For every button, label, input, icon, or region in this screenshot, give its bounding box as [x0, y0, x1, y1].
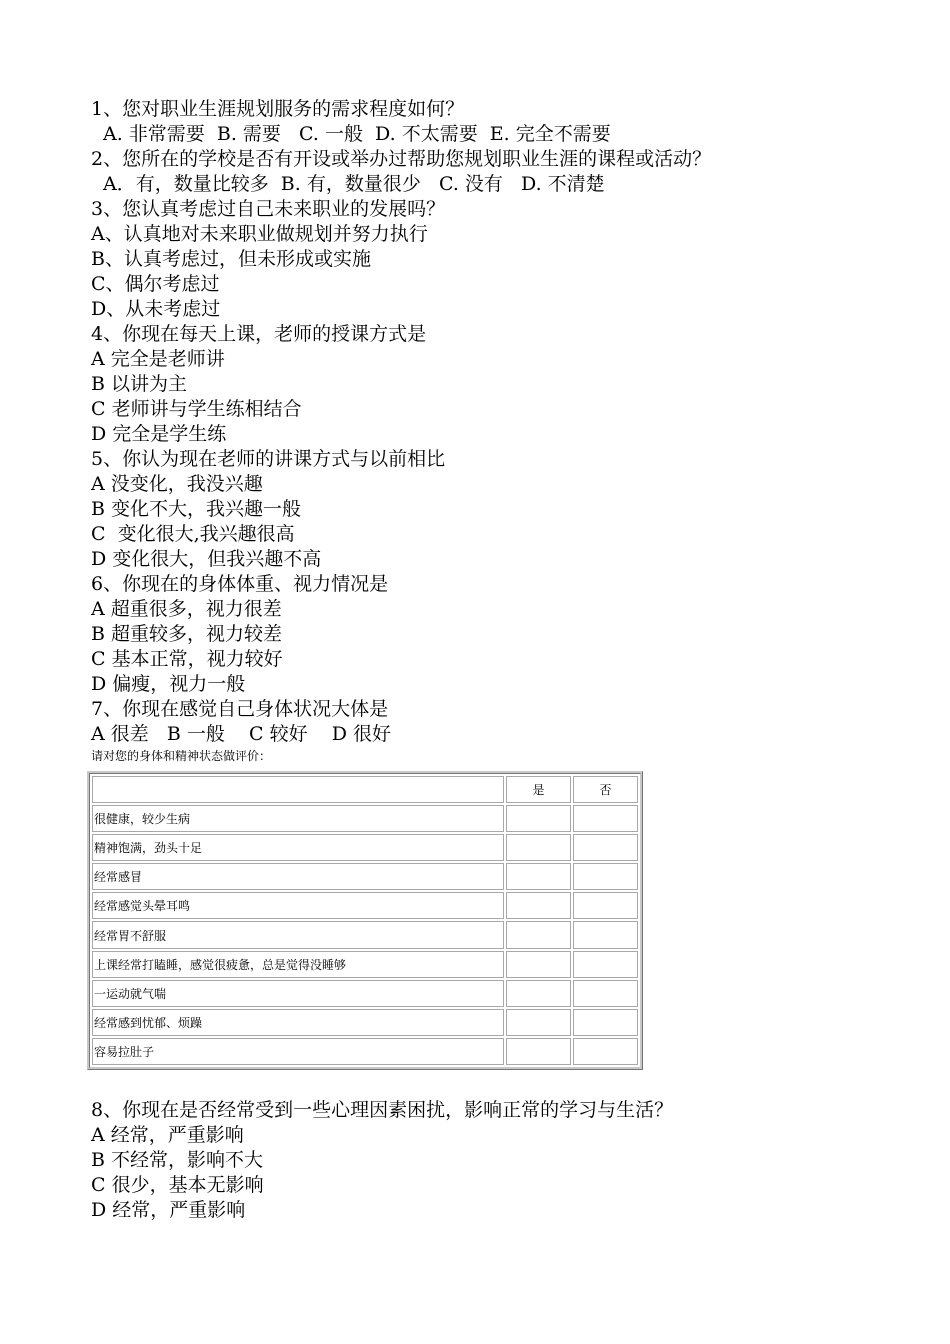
- q8-option-a: A 经常，严重影响: [91, 1124, 244, 1146]
- yes-cell[interactable]: [506, 921, 571, 948]
- q2-options: A．有，数量比较多 B. 有，数量很少 C. 没有 D. 不清楚: [103, 173, 605, 195]
- header-item-cell: [92, 776, 504, 803]
- yes-cell[interactable]: [506, 980, 571, 1007]
- no-cell[interactable]: [573, 834, 638, 861]
- no-cell[interactable]: [573, 921, 638, 948]
- row-label: 很健康，较少生病: [92, 805, 504, 832]
- table-header-row: [92, 776, 638, 803]
- row-label: 精神饱满，劲头十足: [92, 834, 504, 861]
- yes-cell[interactable]: [506, 892, 571, 919]
- q6-option-c: C 基本正常，视力较好: [91, 648, 283, 670]
- q3-option-d: D、从未考虑过: [91, 298, 221, 320]
- q6-question: 6、你现在的身体体重、视力情况是: [91, 573, 389, 595]
- q6-option-a: A 超重很多，视力很差: [91, 598, 282, 620]
- q7-question: 7、你现在感觉自己身体状况大体是: [91, 698, 389, 720]
- no-cell[interactable]: [573, 980, 638, 1007]
- table-row: [92, 1009, 638, 1036]
- table-row: [92, 1038, 638, 1065]
- row-label: 经常胃不舒服: [92, 921, 504, 948]
- table-caption: 请对您的身体和精神状态做评价：: [91, 749, 272, 763]
- no-cell[interactable]: [573, 1038, 638, 1065]
- yes-cell[interactable]: [506, 805, 571, 832]
- header-no: 否: [573, 776, 638, 803]
- table-row: [92, 951, 638, 978]
- no-cell[interactable]: [573, 892, 638, 919]
- q4-option-a: A 完全是老师讲: [91, 348, 225, 370]
- q1-options: A. 非常需要 B. 需要 C. 一般 D. 不太需要 E. 完全不需要: [103, 123, 611, 145]
- yes-cell[interactable]: [506, 951, 571, 978]
- yes-cell[interactable]: [506, 834, 571, 861]
- table-row: [92, 834, 638, 861]
- yes-cell[interactable]: [506, 1009, 571, 1036]
- q5-option-c: C 变化很大,我兴趣很高: [91, 523, 295, 545]
- row-label: 一运动就气喘: [92, 980, 504, 1007]
- yes-cell[interactable]: [506, 1038, 571, 1065]
- q3-question: 3、您认真考虑过自己未来职业的发展吗？: [91, 198, 446, 220]
- q7-options: A 很差 B 一般 C 较好 D 很好: [91, 723, 392, 745]
- q8-option-d: D 经常，严重影响: [91, 1199, 246, 1221]
- q4-option-c: C 老师讲与学生练相结合: [91, 398, 302, 420]
- q5-option-b: B 变化不大，我兴趣一般: [91, 498, 302, 520]
- table-row: [92, 921, 638, 948]
- yes-cell[interactable]: [506, 863, 571, 890]
- questionnaire: [91, 97, 931, 764]
- q3-option-a: A、认真地对未来职业做规划并努力执行: [91, 223, 428, 245]
- q3-option-c: C、偶尔考虑过: [91, 273, 220, 295]
- table-row: [92, 863, 638, 890]
- q8-option-c: C 很少，基本无影响: [91, 1174, 264, 1196]
- q5-question: 5、你认为现在老师的讲课方式与以前相比: [91, 448, 446, 470]
- q6-option-b: B 超重较多，视力较差: [91, 623, 283, 645]
- table-row: [92, 805, 638, 832]
- q8-question: 8、你现在是否经常受到一些心理因素困扰，影响正常的学习与生活？: [91, 1099, 674, 1121]
- q3-option-b: B、认真考虑过，但未形成或实施: [91, 248, 371, 270]
- q8-option-b: B 不经常，影响不大: [91, 1149, 264, 1171]
- row-label: 经常感觉头晕耳鸣: [92, 892, 504, 919]
- table-row: [92, 980, 638, 1007]
- row-label: 经常感冒: [92, 863, 504, 890]
- health-evaluation-table: [87, 771, 643, 1070]
- q6-option-d: D 偏瘦，视力一般: [91, 673, 246, 695]
- q5-option-a: A 没变化，我没兴趣: [91, 473, 263, 495]
- q4-option-b: B 以讲为主: [91, 373, 188, 395]
- no-cell[interactable]: [573, 805, 638, 832]
- questionnaire-continued: [91, 1098, 931, 1223]
- no-cell[interactable]: [573, 863, 638, 890]
- row-label: 容易拉肚子: [92, 1038, 504, 1065]
- no-cell[interactable]: [573, 1009, 638, 1036]
- q1-question: 1、您对职业生涯规划服务的需求程度如何？: [91, 98, 465, 120]
- row-label: 经常感到忧郁、烦躁: [92, 1009, 504, 1036]
- row-label: 上课经常打瞌睡，感觉很疲惫，总是觉得没睡够: [92, 951, 504, 978]
- header-yes: 是: [506, 776, 571, 803]
- q2-question: 2、您所在的学校是否有开设或举办过帮助您规划职业生涯的课程或活动？: [91, 148, 712, 170]
- no-cell[interactable]: [573, 951, 638, 978]
- table-row: [92, 892, 638, 919]
- q5-option-d: D 变化很大，但我兴趣不高: [91, 548, 322, 570]
- q4-option-d: D 完全是学生练: [91, 423, 227, 445]
- q4-question: 4、你现在每天上课，老师的授课方式是: [91, 323, 427, 345]
